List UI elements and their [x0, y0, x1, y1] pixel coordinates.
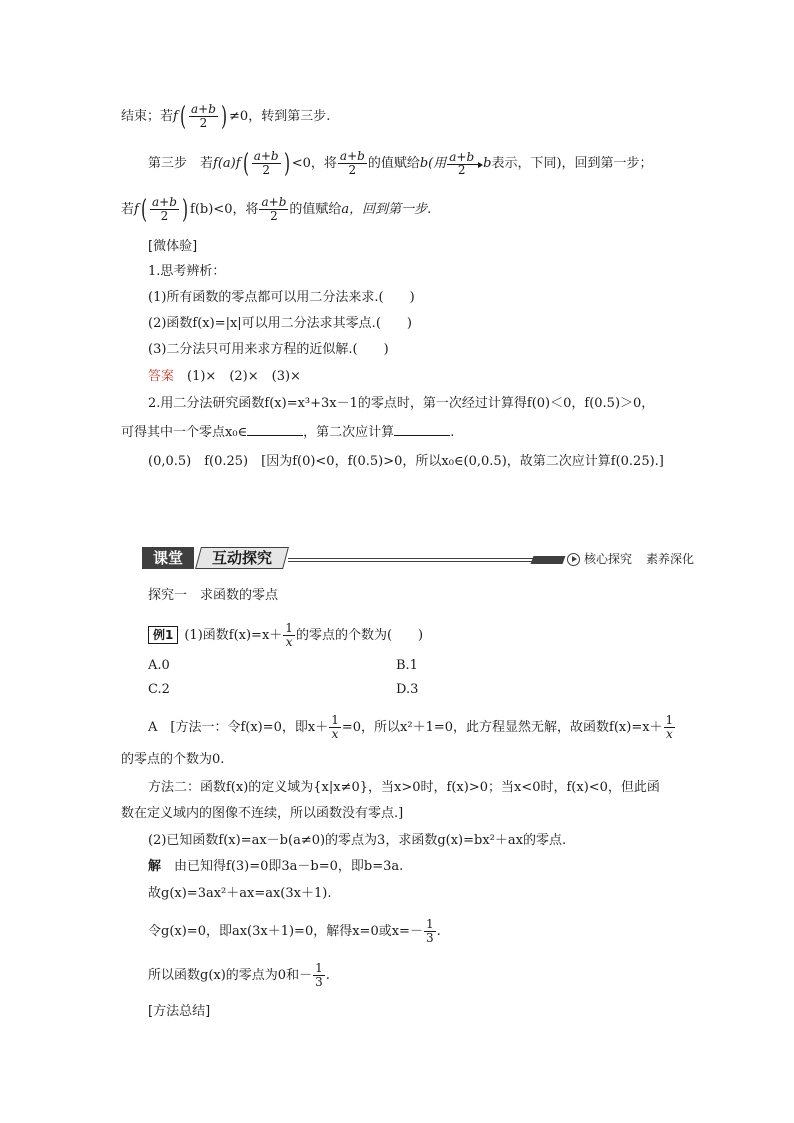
- frac-num: a+b: [151, 195, 177, 209]
- frac-den: 3: [315, 975, 323, 989]
- math-f: f: [173, 109, 178, 124]
- section-label-text: 互动探究: [211, 549, 272, 567]
- question-2-line1: 2.用二分法研究函数f(x)=x³+3x－1的零点时，第一次经过计算得f(0)＜0，f(0.5)＞0，: [148, 396, 655, 411]
- fraction-a-plus-b-over-2: [338, 150, 367, 177]
- frac-num: a+b: [253, 149, 279, 163]
- option-c: C.2: [148, 682, 170, 697]
- solution-2-step2: 故g(x)=3ax²＋ax=ax(3x＋1).: [148, 886, 332, 901]
- example-label: 例1: [148, 626, 178, 644]
- text-segment: f(b)<0，将: [190, 202, 259, 217]
- frac-num: a+b: [339, 149, 365, 163]
- method-2-line1: 方法二：函数f(x)的定义域为{x|x≠0}，当x>0时，f(x)>0；当x<0时，f(x)<0，但此函: [148, 780, 660, 795]
- question-1-heading: 1.思考辨析：: [148, 264, 226, 279]
- question-1-2: (2)函数f(x)=|x|可以用二分法求其零点.( ): [148, 316, 412, 331]
- section-tags: [584, 550, 694, 568]
- right-paren: ): [181, 194, 188, 225]
- text-segment: ≠0，转到第三步.: [229, 109, 331, 124]
- play-icon: [567, 553, 580, 566]
- right-paren: ): [220, 101, 227, 132]
- text-segment: 结束；若: [121, 109, 174, 124]
- frac-num: 1: [425, 917, 434, 931]
- section-label-hudong: [195, 547, 289, 569]
- method-2-line2: 数在定义域内的图像不连续，所以函数没有零点.]: [121, 806, 404, 821]
- frac-den: 2: [160, 209, 169, 223]
- text-segment: 的值赋给: [289, 202, 342, 217]
- frac-num: 1: [665, 713, 674, 727]
- text-segment: 的值赋给: [367, 156, 420, 171]
- fraction-a-plus-b-over-2: [259, 196, 288, 223]
- section-header-bar: [142, 547, 712, 571]
- text-line-end-step2: [121, 103, 330, 130]
- solution-2-step4: [148, 962, 330, 989]
- text-line-else: [121, 196, 431, 223]
- fraction-1-over-3: [424, 918, 436, 945]
- frac-num: a+b: [261, 195, 287, 209]
- section-label-ketang: 课堂: [142, 547, 194, 569]
- text-segment: =0，所以x²＋1=0，此方程显然无解，故函数f(x)=x＋: [341, 720, 663, 735]
- answer-2: (0,0.5) f(0.25) [因为f(0)<0，f(0.5)>0，所以x₀∈(0,0.5)，故第二次应计算f(0.25).]: [148, 454, 664, 469]
- frac-den: 2: [348, 163, 357, 177]
- frac-den: 2: [262, 163, 270, 177]
- answer-text: (1)× (2)× (3)×: [174, 369, 301, 384]
- blank-1: [247, 421, 303, 436]
- text-segment: 由已知得f(3)=0即3a－b=0，即b=3a.: [161, 859, 404, 874]
- text-segment: .: [450, 425, 455, 440]
- question-1-3: (3)二分法只可用来求方程的近似解.( ): [148, 342, 389, 357]
- left-paren: (: [179, 101, 186, 132]
- fraction-a-plus-b-over-2: [252, 150, 281, 177]
- solution-2-step3: [148, 918, 441, 945]
- fraction-1-over-x: [664, 714, 676, 741]
- question-1-1: (1)所有函数的零点都可以用二分法来求.( ): [148, 290, 415, 305]
- frac-num: a+b: [190, 102, 216, 116]
- fraction-1-over-3: [313, 962, 325, 989]
- text-segment: (1)函数f(x)=x＋: [184, 628, 283, 643]
- example-1-part2: (2)已知函数f(x)=ax－b(a≠0)的零点为3，求函数g(x)=bx²＋ax的零点.: [148, 833, 567, 848]
- divider: [288, 558, 562, 559]
- solution-1-line1: [148, 714, 676, 741]
- fraction-a-plus-b-over-2: [150, 196, 179, 223]
- option-d: D.3: [396, 682, 419, 697]
- tag-literacy-deepen: 素养深化: [646, 552, 695, 566]
- math-f: f: [134, 202, 139, 217]
- math-b: b: [483, 156, 492, 171]
- frac-den: 3: [425, 931, 434, 945]
- text-segment: ，第二次应计算: [303, 425, 395, 440]
- divider: [288, 561, 562, 562]
- frac-num: 1: [315, 961, 323, 975]
- frac-den: 2: [457, 162, 466, 177]
- frac-num: 1: [285, 621, 293, 635]
- right-paren: ): [283, 148, 290, 179]
- text-segment: 的零点的个数为( ): [295, 628, 424, 643]
- decorative-block: [531, 556, 566, 564]
- frac-den: x: [331, 727, 339, 741]
- frac-den: 2: [270, 209, 278, 223]
- frac-den: x: [285, 635, 293, 649]
- text-segment: 若: [121, 202, 135, 217]
- frac-num: a+b: [449, 149, 475, 164]
- fraction-a-plus-b-over-2: [189, 103, 218, 130]
- text-segment: 所以函数g(x)的零点为0和－: [148, 968, 313, 983]
- option-b: B.1: [396, 658, 418, 673]
- blank-2: [394, 421, 450, 436]
- text-segment: .: [325, 968, 330, 983]
- solution-2-step1: [148, 857, 403, 877]
- frac-num: 1: [331, 713, 339, 727]
- text-segment: A [方法一：令f(x)=0，即x＋: [148, 720, 329, 735]
- fraction-1-over-x: [329, 714, 341, 741]
- text-segment: a，回到第一步.: [341, 202, 432, 217]
- left-paren: (: [140, 194, 147, 225]
- tag-core-explore: 核心探究: [584, 552, 633, 566]
- answer-line: [148, 367, 301, 387]
- text-segment: .: [436, 924, 441, 939]
- text-segment: 第三步 若: [148, 156, 214, 171]
- left-paren: (: [242, 148, 249, 179]
- text-segment: b(用: [419, 156, 447, 171]
- math-fa-f: f(a)f: [213, 156, 241, 171]
- explore-heading: 探究一 求函数的零点: [148, 588, 279, 603]
- option-a: A.0: [148, 658, 170, 673]
- text-line-step3: [148, 150, 653, 177]
- solution-label: 解: [148, 859, 162, 874]
- frac-den: x: [665, 727, 673, 741]
- method-summary-heading: [方法总结]: [148, 1004, 211, 1019]
- example-1-question: [148, 622, 423, 649]
- fraction-arrow-to-b: [447, 151, 476, 177]
- weitiyan-title: [微体验]: [148, 239, 198, 254]
- text-segment: <0，将: [291, 156, 337, 171]
- frac-den: 2: [199, 116, 208, 130]
- text-segment: 可得其中一个零点x₀∈: [121, 425, 248, 440]
- solution-1-line2: 的零点的个数为0.: [121, 752, 225, 767]
- question-2-line2: [121, 421, 454, 443]
- fraction-1-over-x: [283, 622, 295, 649]
- text-segment: 令g(x)=0，即ax(3x＋1)=0，解得x=0或x=－: [148, 924, 423, 939]
- answer-label: 答案: [148, 369, 175, 384]
- text-segment: 表示，下同)，回到第一步；: [491, 156, 653, 171]
